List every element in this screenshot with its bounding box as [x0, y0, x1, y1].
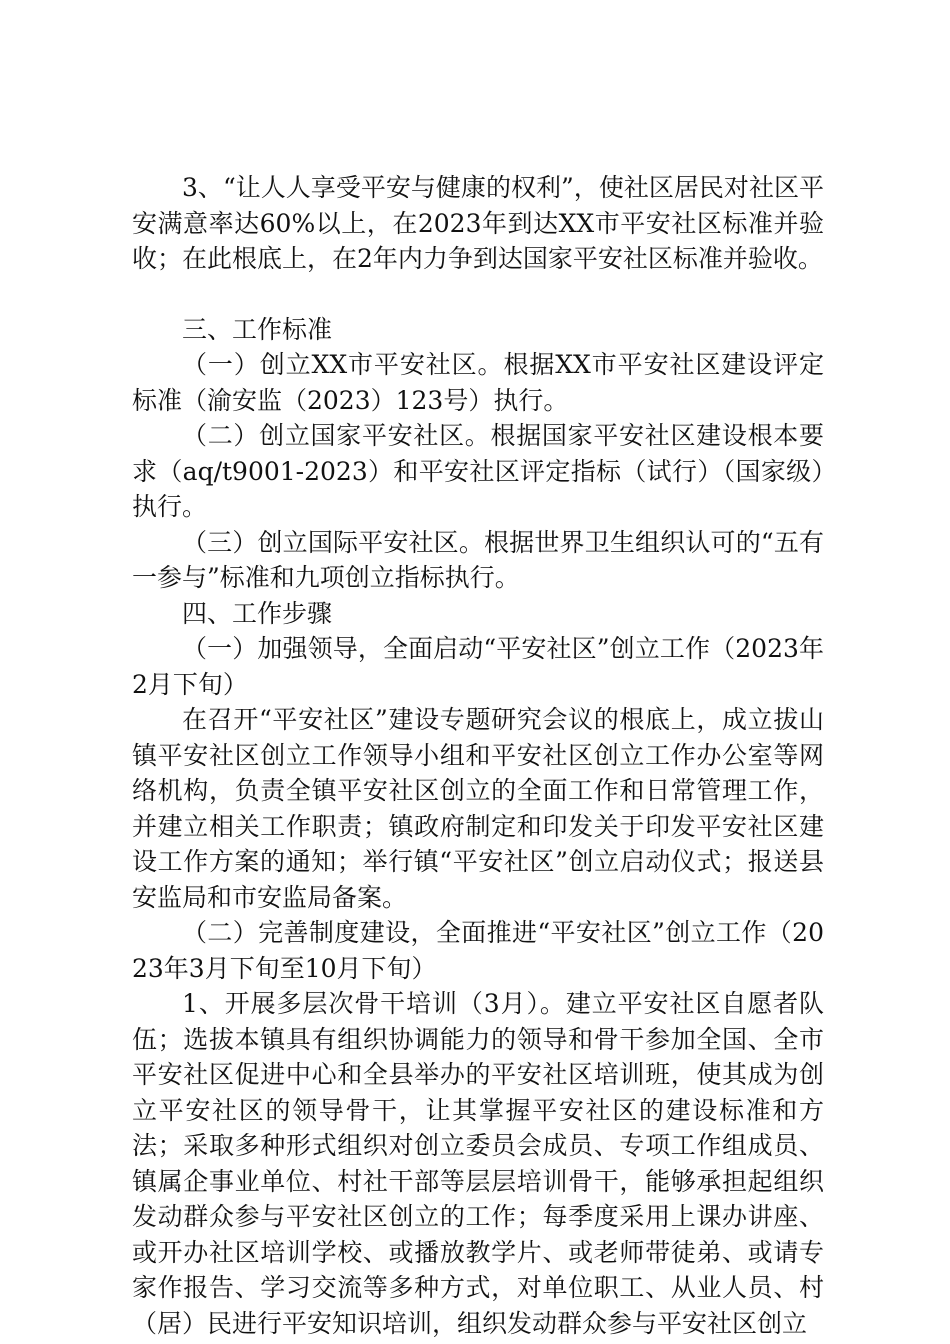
paragraph-standard-2: （二）创立国家平安社区。根据国家平安社区建设根本要求（aq/t9001-2023）和平安社区评定指标（试行）（国家级）执行。	[132, 421, 824, 521]
paragraph-standard-3: （三）创立国际平安社区。根据世界卫生组织认可的“五有一参与”标准和九项创立指标执行。	[132, 527, 824, 592]
document-body	[132, 170, 824, 1341]
section-heading-work-standards: 三、工作标准	[182, 314, 333, 344]
paragraph-training: 1、开展多层次骨干培训（3月）。建立平安社区自愿者队伍；选拔本镇具有组织协调能力的领导和骨干参加全国、全市平安社区促进中心和全县举办的平安社区培训班，使其成为创立平安社区的领导骨干，让其掌握平安社区的建设标准和方法；采取多种形式组织对创立委员会成员、专项工作组成员、镇属企事业单位、村社干部等层层培训骨干，能够承担起组织发动群众参与平安社区创立的工作；每季度采用上课办讲座、或开办社区培训学校、或播放教学片、或老师带徒弟、或请专家作报告、学习交流等多种方式，对单位职工、从业人员、村（居）民进行平安知识培训，组织发动群众参与平安社区创立	[132, 989, 824, 1338]
paragraph-step-1-body: 在召开“平安社区”建设专题研究会议的根底上，成立拔山镇平安社区创立工作领导小组和平安社区创立工作办公室等网络机构，负责全镇平安社区创立的全面工作和日常管理工作，并建立相关工作职责；镇政府制定和印发关于印发平安社区建设工作方案的通知；举行镇“平安社区”创立启动仪式；报送县安监局和市安监局备案。	[132, 705, 824, 912]
paragraph-step-1-heading: （一）加强领导，全面启动“平安社区”创立工作（2023年2月下旬）	[132, 634, 824, 699]
paragraph-step-2-heading: （二）完善制度建设，全面推进“平安社区”创立工作（2023年3月下旬至10月下旬）	[132, 918, 824, 983]
paragraph-standard-1: （一）创立XX市平安社区。根据XX市平安社区建设评定标准（渝安监（2023）123号）执行。	[132, 350, 824, 415]
paragraph-goal-3: 3、“让人人享受平安与健康的权利”，使社区居民对社区平安满意率达60%以上，在2023年到达XX市平安社区标准并验收；在此根底上，在2年内力争到达国家平安社区标准并验收。	[132, 173, 824, 273]
section-heading-work-steps: 四、工作步骤	[182, 598, 333, 628]
